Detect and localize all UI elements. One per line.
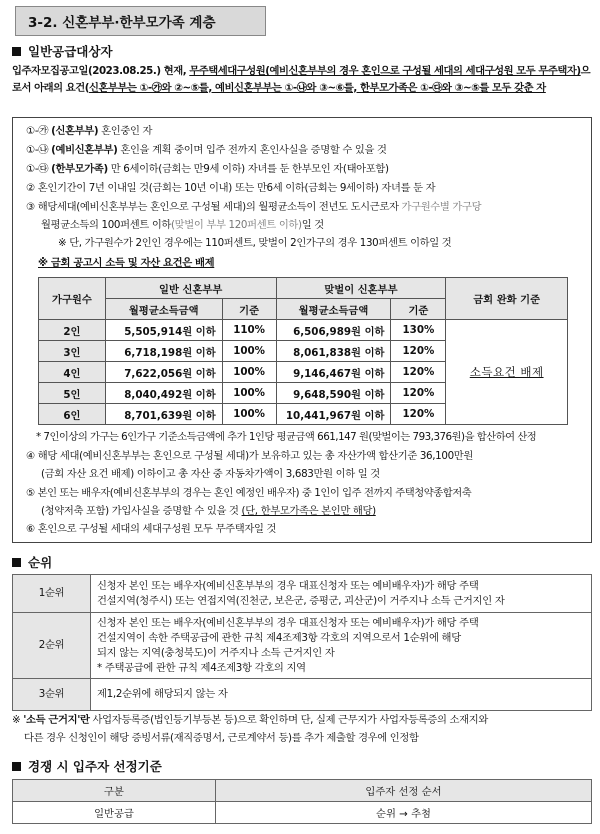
rank-2-label: 2순위 bbox=[13, 613, 91, 679]
rank-heading: 순위 bbox=[12, 553, 52, 571]
row-dual-pct: 120% bbox=[391, 362, 446, 383]
page-title: 3-2. 신혼부부·한부모가족 계층 bbox=[15, 6, 266, 36]
square-bullet-icon bbox=[12, 558, 21, 567]
row-general-pct: 100% bbox=[222, 341, 276, 362]
row-general-amount: 8,040,492원 이하 bbox=[105, 383, 222, 404]
row-members: 3인 bbox=[39, 341, 106, 362]
req-income-note: ※ 단, 가구원수가 2인인 경우에는 110퍼센트, 맞벌이 2인가구의 경우 130퍼센트 이하일 것 bbox=[58, 237, 452, 249]
req-marriage-period: ② 혼인기간이 7년 이내일 것(금회는 10년 이내) 또는 만6세 이하(금회는 9세이하) 자녀를 둔 자 bbox=[26, 182, 436, 194]
row-dual-amount: 6,506,989원 이하 bbox=[276, 320, 391, 341]
selection-heading: 경쟁 시 입주자 선정기준 bbox=[12, 757, 162, 775]
header-category: 구분 bbox=[13, 780, 216, 802]
header-dual: 맞벌이 신혼부부 bbox=[276, 278, 446, 299]
row-members: 4인 bbox=[39, 362, 106, 383]
req-prospective: ①-㉯ (예비신혼부부) 혼인을 계획 중이며 입주 전까지 혼인사실을 증명할 수 있을 것 bbox=[26, 144, 387, 156]
req-income-line1: ③ 해당세대(예비신혼부부는 혼인으로 구성될 세대)의 월평균소득이 전년도 도시근로자 가구원수별 가구당 bbox=[26, 201, 482, 213]
header-members: 가구원수 bbox=[39, 278, 106, 320]
table-row bbox=[13, 802, 592, 824]
req-assets-line1: ④ 해당 세대(예비신혼부부는 혼인으로 구성될 세대)가 보유하고 있는 총 자산가액 합산기준 36,100만원 bbox=[26, 450, 473, 462]
rank-3-label: 3순위 bbox=[13, 679, 91, 711]
row-general-amount: 5,505,914원 이하 bbox=[105, 320, 222, 341]
row-general-pct: 100% bbox=[222, 404, 276, 425]
row-order: 순위 → 추첨 bbox=[216, 802, 592, 824]
subheader-std: 기준 bbox=[391, 299, 446, 320]
row-dual-amount: 9,146,467원 이하 bbox=[276, 362, 391, 383]
header-relief: 금회 완화 기준 bbox=[446, 278, 568, 320]
row-general-pct: 100% bbox=[222, 362, 276, 383]
row-dual-amount: 9,648,590원 이하 bbox=[276, 383, 391, 404]
req-newlywed: ①-㉮ (신혼부부) 혼인중인 자 bbox=[26, 125, 153, 137]
rank-table bbox=[12, 574, 592, 711]
row-dual-pct: 130% bbox=[391, 320, 446, 341]
income-base-note: ※ '소득 근거지'란 사업자등록증(법인등기부등본 등)으로 확인하며 단, 실제 근무지가 사업자등록증의 소재지와 다른 경우 신청인이 해당 증빙서류(재직증명서, 근로계약서 등)를 추가 제출할 경우에 인정함 bbox=[12, 714, 488, 744]
rank-2-text: 신청자 본인 또는 배우자(예비신혼부부의 경우 대표신청자 또는 예비배우자)가 해당 주택 건설지역이 속한 주택공급에 관한 규칙 제4조제3항 각호의 지역으로서 1순위에 해당 되지 않는 지역(충청북도)이 거주지나 소득 근거지인 자 * 주택공급에 관한 규칙 제4조제3항 각호의 지역 bbox=[91, 613, 592, 679]
req-no-house: ⑥ 혼인으로 구성될 세대의 세대구성원 모두 무주택자일 것 bbox=[26, 523, 277, 535]
row-members: 5인 bbox=[39, 383, 106, 404]
general-supply-heading: 일반공급대상자 bbox=[12, 42, 113, 60]
table-row bbox=[39, 320, 568, 341]
row-dual-amount: 10,441,967원 이하 bbox=[276, 404, 391, 425]
row-category: 일반공급 bbox=[13, 802, 216, 824]
req-savings-line1: ⑤ 본인 또는 배우자(예비신혼부부의 경우는 혼인 예정인 배우자) 중 1인이 입주 전까지 주택청약종합저축 bbox=[26, 487, 472, 499]
row-members: 6인 bbox=[39, 404, 106, 425]
table-row bbox=[13, 613, 592, 679]
table-row bbox=[13, 679, 592, 711]
row-dual-amount: 8,061,838원 이하 bbox=[276, 341, 391, 362]
req-excluded-note: ※ 금회 공고시 소득 및 자산 요건은 배제 bbox=[38, 257, 215, 269]
req-single-parent: ①-㉰ (한부모가족) 만 6세이하(금회는 만9세 이하) 자녀를 둔 한부모인 자(태아포함) bbox=[26, 163, 389, 175]
subheader-amount: 월평균소득금액 bbox=[276, 299, 391, 320]
relief-cell: 소득요건 배제 bbox=[446, 320, 568, 425]
selection-table bbox=[12, 779, 592, 824]
square-bullet-icon bbox=[12, 47, 21, 56]
row-general-amount: 8,701,639원 이하 bbox=[105, 404, 222, 425]
row-general-amount: 7,622,056원 이하 bbox=[105, 362, 222, 383]
row-general-amount: 6,718,198원 이하 bbox=[105, 341, 222, 362]
row-general-pct: 110% bbox=[222, 320, 276, 341]
req-assets-line2: (금회 자산 요건 배제) 이하이고 총 자산 중 자동차가액이 3,683만원 이하 일 것 bbox=[41, 468, 380, 480]
subheader-amount: 월평균소득금액 bbox=[105, 299, 222, 320]
subheader-std: 기준 bbox=[222, 299, 276, 320]
eligibility-intro: 입주자모집공고일(2023.08.25.) 현재, 무주택세대구성원(예비신혼부부의 경우 혼인으로 구성될 세대의 세대구성원 모두 무주택자)으로서 아래의 요건(신혼부부는 ①-㉮와 ②~⑤를, 예비신혼부부는 ①-㉯와 ③~⑥를, 한부모가족은 ①-㉰와 ③~⑤를 모두 갖춘 자 bbox=[12, 65, 591, 94]
rank-1-text: 신청자 본인 또는 배우자(예비신혼부부의 경우 대표신청자 또는 예비배우자)가 해당 주택 건설지역(청주시) 또는 연접지역(진천군, 보은군, 증평군, 괴산군)이 거주지나 소득 근거지인 자 bbox=[91, 575, 592, 613]
req-income-line2: 월평균소득의 100퍼센트 이하(맞벌이 부부 120퍼센트 이하)일 것 bbox=[41, 219, 324, 231]
rank-3-text: 제1,2순위에 해당되지 않는 자 bbox=[91, 679, 592, 711]
row-dual-pct: 120% bbox=[391, 404, 446, 425]
rank-1-label: 1순위 bbox=[13, 575, 91, 613]
req-savings-line2: (청약저축 포함) 가입사실을 증명할 수 있을 것 (단, 한부모가족은 본인만 해당) bbox=[41, 505, 376, 517]
square-bullet-icon bbox=[12, 762, 21, 771]
row-dual-pct: 120% bbox=[391, 383, 446, 404]
income-table bbox=[38, 277, 568, 425]
header-general: 일반 신혼부부 bbox=[105, 278, 276, 299]
table-row bbox=[13, 575, 592, 613]
note-seven-members: * 7인이상의 가구는 6인가구 기준소득금액에 추가 1인당 평균금액 661,147 원(맞벌이는 793,376원)을 합산하여 산정 bbox=[36, 431, 537, 443]
row-members: 2인 bbox=[39, 320, 106, 341]
row-general-pct: 100% bbox=[222, 383, 276, 404]
header-order: 입주자 선정 순서 bbox=[216, 780, 592, 802]
row-dual-pct: 120% bbox=[391, 341, 446, 362]
